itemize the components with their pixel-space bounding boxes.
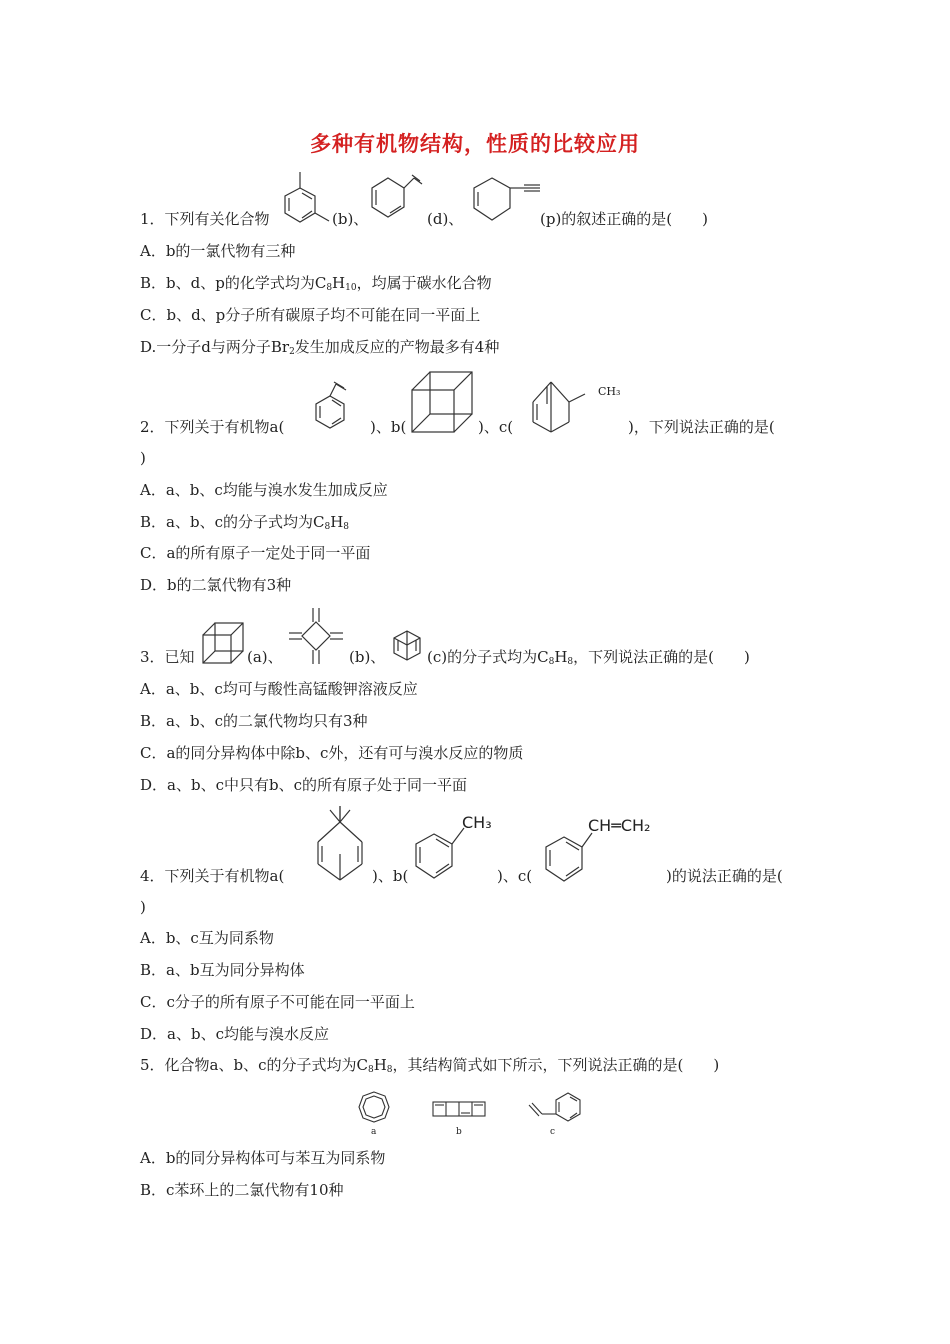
q2-option-b-text: B．a、b、c的分子式均为C <box>140 513 325 531</box>
q1-structure-d <box>366 170 426 230</box>
q5-stem-text: 5．化合物a、b、c的分子式均为C <box>140 1056 368 1074</box>
q1-option-d-rest: 发生加成反应的产物最多有4种 <box>294 338 500 356</box>
q4-ch3-label: CH₃ <box>462 813 492 832</box>
q4-stem: 4．下列关于有机物a( <box>140 867 285 885</box>
q4-vinyl-label: CH═CH₂ <box>588 816 651 835</box>
q4-stem-end: )的说法正确的是( <box>666 867 783 885</box>
q4-option-c: C．c分子的所有原子不可能在同一平面上 <box>140 993 415 1011</box>
q1-label-d: (d)、 <box>427 210 464 228</box>
subscript: 8 <box>343 522 350 532</box>
q2-option-d: D．b的二氯代物有3种 <box>140 576 292 594</box>
q1-option-b-rest: ，均属于碳水化合物 <box>356 274 492 292</box>
q3-option-c: C．a的同分异构体中除b、c外，还有可与溴水反应的物质 <box>140 744 524 762</box>
q2-option-c: C．a的所有原子一定处于同一平面 <box>140 544 371 562</box>
subscript: 8 <box>326 283 333 293</box>
q4-option-a: A．b、c互为同系物 <box>140 929 274 947</box>
q2-structure-c <box>523 372 603 438</box>
q5-stem-h: H <box>373 1056 387 1074</box>
q1-option-d <box>140 337 499 362</box>
q1-option-d-text: D.一分子d与两分子Br <box>140 338 290 356</box>
q4-structure-a <box>312 802 368 884</box>
q2-option-b <box>140 512 349 537</box>
q2-label-a: )、b( <box>370 418 407 436</box>
q4-label-a: )、b( <box>372 867 409 885</box>
q5-caption-c: c <box>550 1127 556 1137</box>
subscript: 8 <box>567 657 574 667</box>
q2-ch3-label: CH₃ <box>598 385 621 398</box>
q2-structure-b <box>408 368 478 438</box>
subscript: 2 <box>289 347 295 357</box>
q3-stem-rest: ，下列说法正确的是( ) <box>573 648 750 666</box>
q3-option-d: D．a、b、c中只有b、c的所有原子处于同一平面 <box>140 776 467 794</box>
q3-label-b: (b)、 <box>349 648 386 666</box>
q5-caption-b: b <box>456 1127 462 1137</box>
q1-stem-text-1: 1．下列有关化合物 <box>140 210 270 228</box>
q5-structure-c <box>522 1090 590 1124</box>
subscript: 8 <box>367 1065 374 1075</box>
q5-stem-rest: ，其结构简式如下所示，下列说法正确的是( ) <box>392 1056 720 1074</box>
q5-structure-b <box>431 1099 487 1119</box>
q3-stem-text: (c)的分子式均为C <box>427 648 549 666</box>
q4-stem-close: ) <box>140 898 146 916</box>
q5-caption-a: a <box>371 1127 377 1137</box>
q1-stem <box>140 209 270 229</box>
q1-label-b: (b)、 <box>332 210 369 228</box>
q5-option-a: A．b的同分异构体可与苯互为同系物 <box>140 1149 386 1167</box>
subscript: 10 <box>345 283 357 293</box>
q5-option-b: B．c苯环上的二氯代物有10种 <box>140 1181 344 1199</box>
q1-option-b-text: B．b、d、p的化学式均为C <box>140 274 327 292</box>
q2-option-a: A．a、b、c均能与溴水发生加成反应 <box>140 481 388 499</box>
q3-stem-h: H <box>554 648 568 666</box>
q4-option-b: B．a、b互为同分异构体 <box>140 961 305 979</box>
q1-option-b-h: H <box>332 274 346 292</box>
q5-stem <box>140 1055 719 1080</box>
q1-option-b <box>140 273 492 298</box>
q3-option-b: B．a、b、c的二氯代物均只有3种 <box>140 712 368 730</box>
q3-label-a: (a)、 <box>247 648 283 666</box>
q2-structure-a <box>312 378 364 438</box>
subscript: 8 <box>324 522 331 532</box>
q2-stem-close: ) <box>140 449 146 467</box>
q1-structure-b <box>283 168 333 233</box>
q3-structure-b <box>287 605 345 667</box>
q4-option-d: D．a、b、c均能与溴水反应 <box>140 1025 329 1043</box>
q2-stem-end: )，下列说法正确的是( <box>628 418 775 436</box>
q3-structure-c <box>390 628 424 662</box>
q3-structure-a <box>200 620 246 666</box>
page-title: 多种有机物结构，性质的比较应用 <box>310 132 640 156</box>
q2-option-b-h: H <box>330 513 344 531</box>
subscript: 8 <box>386 1065 393 1075</box>
q2-label-b: )、c( <box>478 418 514 436</box>
q1-label-p: (p)的叙述正确的是( ) <box>540 210 709 228</box>
q3-option-a: A．a、b、c均可与酸性高锰酸钾溶液反应 <box>140 680 418 698</box>
q3-stem-end <box>427 647 750 672</box>
q1-option-c: C．b、d、p分子所有碳原子均不可能在同一平面上 <box>140 306 481 324</box>
q1-structure-p <box>470 170 545 232</box>
q2-stem: 2．下列关于有机物a( <box>140 418 285 436</box>
q1-option-a: A．b的一氯代物有三种 <box>140 242 296 260</box>
q3-stem: 3．已知 <box>140 648 195 666</box>
subscript: 8 <box>548 657 555 667</box>
q4-label-b: )、c( <box>497 867 533 885</box>
q5-structure-a <box>357 1090 391 1124</box>
